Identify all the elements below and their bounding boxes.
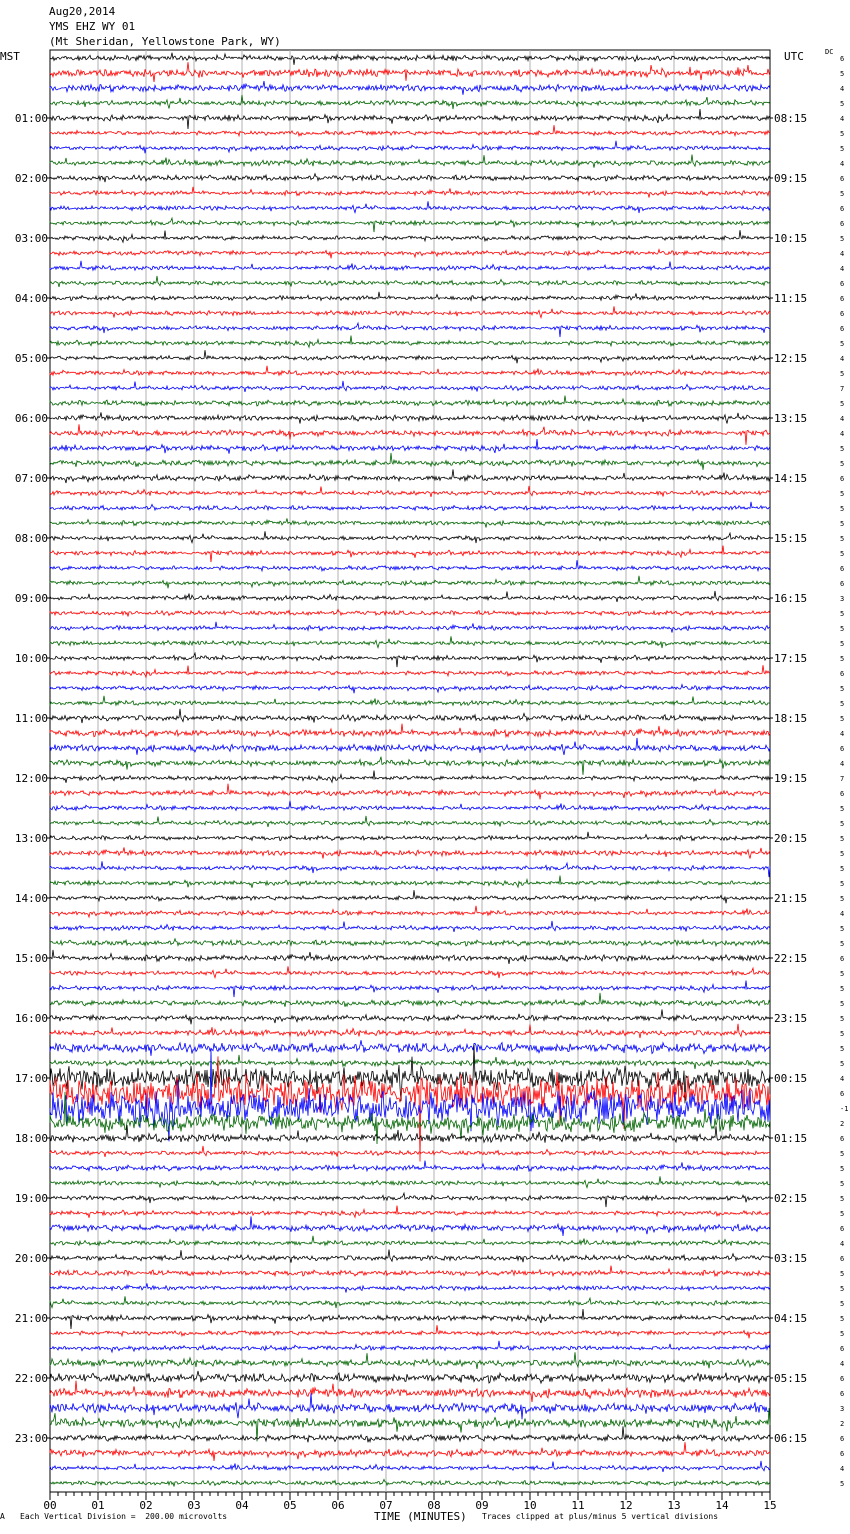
dc-offset-label: 5 bbox=[840, 1300, 845, 1308]
trace-row bbox=[50, 81, 770, 95]
dc-offset-label: 6 bbox=[840, 475, 845, 483]
left-hour-label: 19:00 bbox=[14, 1192, 48, 1205]
right-hour-label: 20:15 bbox=[774, 832, 808, 845]
trace-row bbox=[50, 350, 770, 363]
dc-offset-label: 5 bbox=[840, 625, 845, 633]
trace-row bbox=[50, 1371, 770, 1383]
trace-row bbox=[50, 250, 770, 259]
dc-offset-label: 6 bbox=[840, 55, 845, 63]
trace-row bbox=[50, 174, 770, 183]
trace-row bbox=[50, 757, 770, 775]
left-hour-label: 05:00 bbox=[14, 352, 48, 365]
trace-row bbox=[50, 125, 770, 136]
trace-row bbox=[50, 696, 770, 706]
trace-row bbox=[50, 155, 770, 168]
trace-row bbox=[50, 276, 770, 287]
dc-offset-label: 6 bbox=[840, 295, 845, 303]
left-hour-label: 02:00 bbox=[14, 172, 48, 185]
trace-row bbox=[50, 1193, 770, 1207]
dc-column-label: DC bbox=[825, 48, 834, 56]
dc-offset-label: 5 bbox=[840, 1480, 845, 1488]
trace-row bbox=[50, 1176, 770, 1187]
left-hour-label: 21:00 bbox=[14, 1312, 48, 1325]
left-hour-label: 20:00 bbox=[14, 1252, 48, 1265]
dc-offset-label: 7 bbox=[840, 385, 845, 393]
trace-row bbox=[50, 1055, 770, 1069]
trace-row bbox=[50, 486, 770, 497]
trace-row bbox=[50, 560, 770, 571]
left-hour-label: 14:00 bbox=[14, 892, 48, 905]
trace-row bbox=[50, 336, 770, 348]
scale-prefix: A bbox=[0, 1512, 5, 1521]
right-hour-label: 01:15 bbox=[774, 1132, 808, 1145]
trace-row bbox=[50, 1426, 770, 1442]
right-hour-label: 04:15 bbox=[774, 1312, 808, 1325]
trace-row bbox=[50, 685, 770, 694]
dc-offset-label: 5 bbox=[840, 370, 845, 378]
right-hour-label: 19:15 bbox=[774, 772, 808, 785]
x-axis-title: TIME (MINUTES) bbox=[374, 1510, 467, 1523]
trace-row bbox=[50, 1393, 770, 1419]
dc-offset-label: 4 bbox=[840, 265, 845, 273]
dc-offset-label: 5 bbox=[840, 235, 845, 243]
dc-offset-label: 4 bbox=[840, 1240, 845, 1248]
trace-row bbox=[50, 218, 770, 232]
dc-offset-label: 6 bbox=[840, 1450, 845, 1458]
trace-row bbox=[50, 861, 770, 877]
dc-offset-label: 2 bbox=[840, 1120, 845, 1128]
dc-offset-label: 6 bbox=[840, 790, 845, 798]
right-hour-label: 14:15 bbox=[774, 472, 808, 485]
trace-row bbox=[50, 1341, 770, 1352]
dc-offset-label: 5 bbox=[840, 535, 845, 543]
right-hour-label: 11:15 bbox=[774, 292, 808, 305]
trace-row bbox=[50, 1216, 770, 1236]
trace-row bbox=[50, 62, 770, 82]
right-hour-label: 18:15 bbox=[774, 712, 808, 725]
dc-offset-label: 4 bbox=[840, 415, 845, 423]
left-hour-label: 03:00 bbox=[14, 232, 48, 245]
dc-offset-label: 3 bbox=[840, 595, 845, 603]
left-hour-label: 23:00 bbox=[14, 1432, 48, 1445]
dc-offset-label: 5 bbox=[840, 400, 845, 408]
x-tick-label: 15 bbox=[763, 1499, 777, 1512]
right-hour-label: 15:15 bbox=[774, 532, 808, 545]
trace-row bbox=[50, 439, 770, 454]
trace-row bbox=[50, 366, 770, 376]
dc-offset-label: 5 bbox=[840, 1045, 845, 1053]
right-hour-label: 00:15 bbox=[774, 1072, 808, 1085]
dc-offset-label: 4 bbox=[840, 250, 845, 258]
trace-row bbox=[50, 709, 770, 723]
trace-row bbox=[50, 323, 770, 337]
left-hour-label: 11:00 bbox=[14, 712, 48, 725]
dc-offset-label: 6 bbox=[840, 1135, 845, 1143]
dc-offset-label: 6 bbox=[840, 325, 845, 333]
trace-row bbox=[50, 981, 770, 998]
trace-row bbox=[50, 1009, 770, 1024]
dc-offset-label: 6 bbox=[840, 1255, 845, 1263]
trace-row bbox=[50, 469, 770, 483]
trace-row bbox=[50, 1250, 770, 1263]
trace-row bbox=[50, 784, 770, 800]
dc-offset-label: 4 bbox=[840, 730, 845, 738]
left-hour-label: 10:00 bbox=[14, 652, 48, 665]
dc-offset-label: 4 bbox=[840, 910, 845, 918]
dc-offset-label: 5 bbox=[840, 100, 845, 108]
trace-row bbox=[50, 1056, 770, 1161]
trace-row bbox=[50, 1461, 770, 1472]
right-hour-label: 02:15 bbox=[774, 1192, 808, 1205]
right-hour-label: 16:15 bbox=[774, 592, 808, 605]
trace-row bbox=[50, 518, 770, 527]
dc-offset-label: 6 bbox=[840, 1090, 845, 1098]
trace-row bbox=[50, 502, 770, 511]
trace-row bbox=[50, 1296, 770, 1308]
dc-offset-label: 4 bbox=[840, 1360, 845, 1368]
right-timezone-label: UTC bbox=[784, 50, 804, 63]
trace-row bbox=[50, 1381, 770, 1403]
trace-row bbox=[50, 921, 770, 932]
x-tick-label: 03 bbox=[187, 1499, 201, 1512]
trace-row bbox=[50, 609, 770, 616]
right-hour-label: 13:15 bbox=[774, 412, 808, 425]
trace-row bbox=[50, 847, 770, 858]
left-hour-label: 22:00 bbox=[14, 1372, 48, 1385]
dc-offset-label: 5 bbox=[840, 1315, 845, 1323]
dc-offset-label: 5 bbox=[840, 1165, 845, 1173]
dc-offset-label: 6 bbox=[840, 310, 845, 318]
x-tick-label: 09 bbox=[475, 1499, 489, 1512]
left-hour-label: 07:00 bbox=[14, 472, 48, 485]
dc-offset-label: 5 bbox=[840, 70, 845, 78]
right-hour-label: 03:15 bbox=[774, 1252, 808, 1265]
trace-row bbox=[50, 653, 770, 667]
dc-offset-label: 4 bbox=[840, 160, 845, 168]
dc-offset-label: 5 bbox=[840, 460, 845, 468]
left-hour-label: 12:00 bbox=[14, 772, 48, 785]
trace-row bbox=[50, 1236, 770, 1246]
dc-offset-label: 3 bbox=[840, 1405, 845, 1413]
trace-row bbox=[50, 1266, 770, 1277]
left-hour-label: 06:00 bbox=[14, 412, 48, 425]
trace-row bbox=[50, 453, 770, 470]
trace-row bbox=[50, 1206, 770, 1218]
dc-offset-label: 4 bbox=[840, 1075, 845, 1083]
dc-offset-label: 5 bbox=[840, 1270, 845, 1278]
right-hour-label: 10:15 bbox=[774, 232, 808, 245]
right-hour-label: 22:15 bbox=[774, 952, 808, 965]
trace-row bbox=[50, 95, 770, 109]
left-hour-label: 16:00 bbox=[14, 1012, 48, 1025]
trace-row bbox=[50, 1408, 770, 1441]
trace-row bbox=[50, 531, 770, 543]
left-hour-label: 18:00 bbox=[14, 1132, 48, 1145]
right-hour-label: 09:15 bbox=[774, 172, 808, 185]
dc-offset-label: 6 bbox=[840, 745, 845, 753]
trace-row bbox=[50, 396, 770, 407]
trace-row bbox=[50, 890, 770, 903]
left-hour-label: 08:00 bbox=[14, 532, 48, 545]
trace-row bbox=[50, 576, 770, 589]
dc-offset-label: 5 bbox=[840, 700, 845, 708]
x-tick-label: 14 bbox=[715, 1499, 729, 1512]
trace-row bbox=[50, 53, 770, 65]
dc-offset-label: 5 bbox=[840, 835, 845, 843]
station-code: YMS EHZ WY 01 bbox=[49, 20, 136, 33]
trace-row bbox=[50, 993, 770, 1007]
right-hour-label: 21:15 bbox=[774, 892, 808, 905]
dc-offset-label: 5 bbox=[840, 490, 845, 498]
trace-row bbox=[50, 1125, 770, 1143]
trace-row bbox=[50, 738, 770, 755]
dc-offset-label: 4 bbox=[840, 355, 845, 363]
trace-row bbox=[50, 939, 770, 946]
dc-offset-label: 6 bbox=[840, 220, 845, 228]
station-location: (Mt Sheridan, Yellowstone Park, WY) bbox=[49, 35, 281, 48]
dc-offset-label: 2 bbox=[840, 1420, 845, 1428]
trace-row bbox=[50, 109, 770, 129]
dc-offset-label: 5 bbox=[840, 610, 845, 618]
x-tick-label: 05 bbox=[283, 1499, 297, 1512]
left-hour-label: 17:00 bbox=[14, 1072, 48, 1085]
dc-offset-label: 5 bbox=[840, 715, 845, 723]
left-hour-label: 15:00 bbox=[14, 952, 48, 965]
dc-offset-label: 4 bbox=[840, 430, 845, 438]
right-hour-label: 08:15 bbox=[774, 112, 808, 125]
dc-offset-label: 5 bbox=[840, 1060, 845, 1068]
dc-offset-label: 6 bbox=[840, 1345, 845, 1353]
x-tick-label: 07 bbox=[379, 1499, 393, 1512]
dc-offset-label: 5 bbox=[840, 925, 845, 933]
dc-offset-label: 4 bbox=[840, 115, 845, 123]
dc-offset-label: 5 bbox=[840, 895, 845, 903]
dc-offset-label: 5 bbox=[840, 820, 845, 828]
left-hour-label: 09:00 bbox=[14, 592, 48, 605]
dc-offset-label: 5 bbox=[840, 865, 845, 873]
trace-row bbox=[50, 201, 770, 213]
dc-offset-label: 6 bbox=[840, 175, 845, 183]
trace-row bbox=[50, 771, 770, 783]
x-tick-label: 11 bbox=[571, 1499, 585, 1512]
dc-offset-label: 5 bbox=[840, 1030, 845, 1038]
clip-note: Traces clipped at plus/minus 5 vertical divisions bbox=[482, 1512, 719, 1521]
dc-offset-label: 5 bbox=[840, 145, 845, 153]
dc-offset-label: 6 bbox=[840, 580, 845, 588]
dc-offset-label: 5 bbox=[840, 550, 845, 558]
dc-offset-label: 6 bbox=[840, 1435, 845, 1443]
dc-offset-label: 5 bbox=[840, 655, 845, 663]
right-hour-label: 06:15 bbox=[774, 1432, 808, 1445]
dc-offset-label: 6 bbox=[840, 565, 845, 573]
dc-offset-label: 5 bbox=[840, 520, 845, 528]
plot-frame bbox=[50, 50, 770, 1492]
dc-offset-label: 5 bbox=[840, 1330, 845, 1338]
right-hour-label: 12:15 bbox=[774, 352, 808, 365]
trace-row bbox=[50, 1442, 770, 1461]
dc-offset-label: 5 bbox=[840, 445, 845, 453]
trace-row bbox=[50, 261, 770, 271]
trace-row bbox=[50, 381, 770, 392]
dc-offset-label: 5 bbox=[840, 940, 845, 948]
dc-offset-label: 6 bbox=[840, 1225, 845, 1233]
dc-offset-label: 5 bbox=[840, 1285, 845, 1293]
dc-offset-label: 5 bbox=[840, 1195, 845, 1203]
dc-offset-label: 6 bbox=[840, 205, 845, 213]
dc-offset-label: 5 bbox=[840, 850, 845, 858]
dc-offset-label: 5 bbox=[840, 1000, 845, 1008]
right-hour-label: 05:15 bbox=[774, 1372, 808, 1385]
dc-offset-label: 6 bbox=[840, 1390, 845, 1398]
trace-row bbox=[50, 591, 770, 602]
x-tick-label: 08 bbox=[427, 1499, 441, 1512]
x-tick-label: 02 bbox=[139, 1499, 153, 1512]
dc-offset-label: 6 bbox=[840, 1375, 845, 1383]
dc-offset-label: 5 bbox=[840, 640, 845, 648]
right-hour-label: 17:15 bbox=[774, 652, 808, 665]
x-tick-label: 13 bbox=[667, 1499, 681, 1512]
trace-row bbox=[50, 1309, 770, 1329]
dc-offset-label: 5 bbox=[840, 1150, 845, 1158]
dc-offset-label: 5 bbox=[840, 985, 845, 993]
trace-row bbox=[50, 292, 770, 301]
dc-offset-label: 4 bbox=[840, 1465, 845, 1473]
dc-offset-label: 5 bbox=[840, 685, 845, 693]
trace-row bbox=[50, 412, 770, 423]
scale-note: Each Vertical Division = 200.00 microvolts bbox=[20, 1512, 228, 1521]
trace-row bbox=[50, 724, 770, 737]
left-hour-label: 01:00 bbox=[14, 112, 48, 125]
dc-offset-label: -1 bbox=[840, 1105, 849, 1113]
trace-row bbox=[50, 1283, 770, 1292]
dc-offset-label: 6 bbox=[840, 955, 845, 963]
left-timezone-label: MST bbox=[0, 50, 20, 63]
dc-offset-label: 4 bbox=[840, 760, 845, 768]
dc-offset-label: 5 bbox=[840, 1180, 845, 1188]
trace-row bbox=[50, 832, 770, 841]
dc-offset-label: 5 bbox=[840, 1210, 845, 1218]
trace-row bbox=[50, 876, 770, 888]
left-hour-label: 04:00 bbox=[14, 292, 48, 305]
x-tick-label: 01 bbox=[91, 1499, 105, 1512]
right-hour-label: 23:15 bbox=[774, 1012, 808, 1025]
trace-row bbox=[50, 1352, 770, 1369]
trace-row bbox=[50, 141, 770, 154]
trace-row bbox=[50, 801, 770, 811]
dc-offset-label: 5 bbox=[840, 190, 845, 198]
trace-row bbox=[50, 1024, 770, 1038]
x-tick-label: 10 bbox=[523, 1499, 537, 1512]
trace-row bbox=[50, 1040, 770, 1056]
trace-row bbox=[50, 230, 770, 242]
trace-row bbox=[50, 636, 770, 648]
left-hour-label: 13:00 bbox=[14, 832, 48, 845]
trace-row bbox=[50, 546, 770, 563]
trace-row bbox=[50, 187, 770, 198]
trace-row bbox=[50, 1325, 770, 1338]
trace-row bbox=[50, 1146, 770, 1157]
x-tick-label: 04 bbox=[235, 1499, 249, 1512]
dc-offset-label: 5 bbox=[840, 805, 845, 813]
dc-offset-label: 6 bbox=[840, 670, 845, 678]
dc-offset-label: 7 bbox=[840, 775, 845, 783]
dc-offset-label: 5 bbox=[840, 505, 845, 513]
dc-offset-label: 6 bbox=[840, 280, 845, 288]
trace-row bbox=[50, 1161, 770, 1172]
dc-offset-label: 4 bbox=[840, 85, 845, 93]
trace-row bbox=[50, 950, 770, 964]
dc-offset-label: 5 bbox=[840, 130, 845, 138]
dc-offset-label: 5 bbox=[840, 1015, 845, 1023]
trace-row bbox=[50, 424, 770, 445]
trace-row bbox=[50, 306, 770, 317]
dc-offset-label: 5 bbox=[840, 340, 845, 348]
trace-row bbox=[50, 665, 770, 677]
dc-offset-label: 5 bbox=[840, 970, 845, 978]
dc-offset-label: 5 bbox=[840, 880, 845, 888]
trace-row bbox=[50, 906, 770, 917]
x-tick-label: 00 bbox=[43, 1499, 57, 1512]
trace-row bbox=[50, 622, 770, 633]
trace-row bbox=[50, 816, 770, 827]
x-tick-label: 12 bbox=[619, 1499, 633, 1512]
trace-row bbox=[50, 1479, 770, 1486]
trace-row bbox=[50, 966, 770, 978]
x-tick-label: 06 bbox=[331, 1499, 345, 1512]
chart-date: Aug20,2014 bbox=[49, 5, 116, 18]
